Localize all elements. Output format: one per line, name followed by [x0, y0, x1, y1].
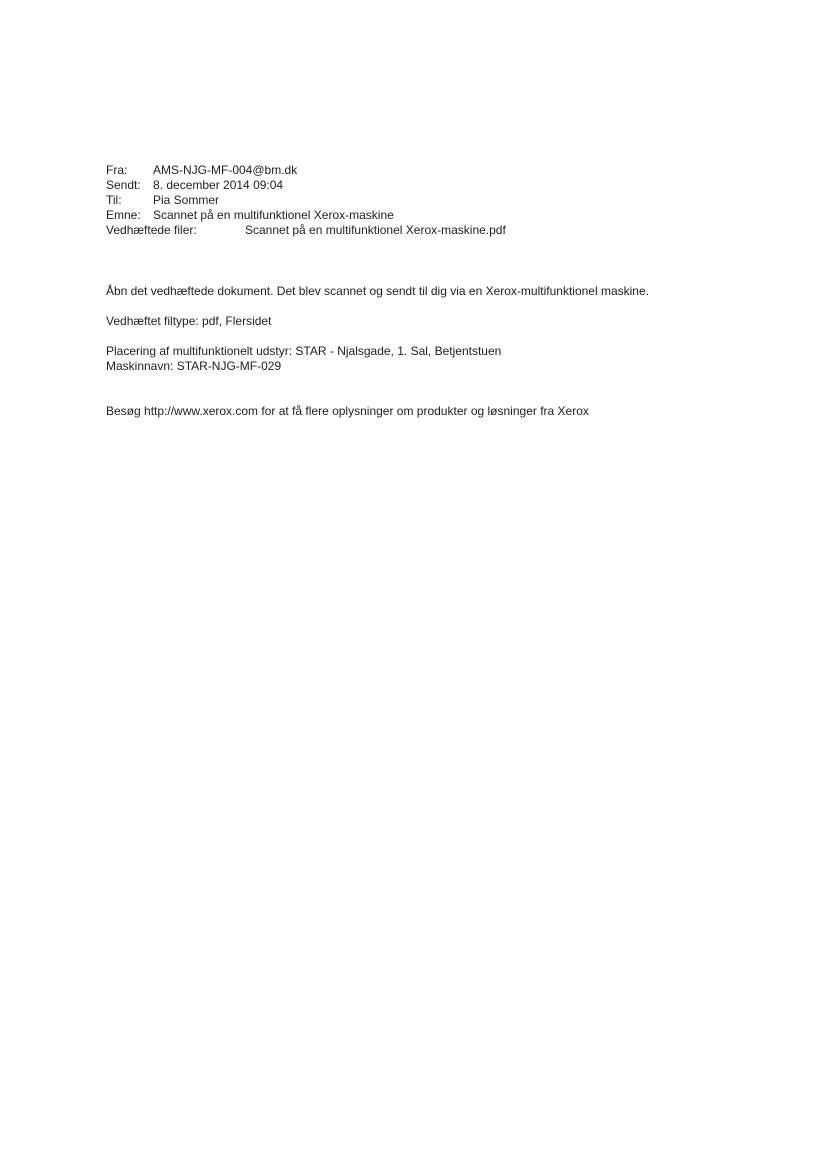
from-value: AMS-NJG-MF-004@bm.dk [153, 163, 298, 177]
sent-value: 8. december 2014 09:04 [153, 178, 284, 192]
sent-label: Sendt: [106, 178, 141, 192]
to-row [106, 193, 506, 208]
body-paragraph-file-type: Vedhæftet filtype: pdf, Flersidet [106, 314, 272, 328]
machine-name-line: Maskinnavn: STAR-NJG-MF-029 [106, 359, 282, 373]
email-header [106, 163, 506, 238]
device-location-line: Placering af multifunktionelt udstyr: STAR - Njalsgade, 1. Sal, Betjentstuen [106, 344, 502, 358]
body-paragraph-open-attachment: Åbn det vedhæftede dokument. Det blev scannet og sendt til dig via en Xerox-multifunktionel maskine. [106, 284, 649, 298]
attachments-value: Scannet på en multifunktionel Xerox-maskine.pdf [245, 223, 506, 237]
body-paragraph-device-info [106, 344, 501, 374]
to-value: Pia Sommer [153, 193, 220, 207]
sent-row [106, 178, 506, 193]
attachments-label: Vedhæftede filer: [106, 223, 197, 237]
from-row [106, 163, 506, 178]
subject-label: Emne: [106, 208, 141, 222]
body-paragraph-visit-xerox: Besøg http://www.xerox.com for at få flere oplysninger om produkter og løsninger fra Xerox [106, 404, 589, 418]
from-label: Fra: [106, 163, 128, 177]
subject-value: Scannet på en multifunktionel Xerox-maskine [153, 208, 394, 222]
attachments-row [106, 223, 506, 238]
subject-row [106, 208, 506, 223]
to-label: Til: [106, 193, 122, 207]
